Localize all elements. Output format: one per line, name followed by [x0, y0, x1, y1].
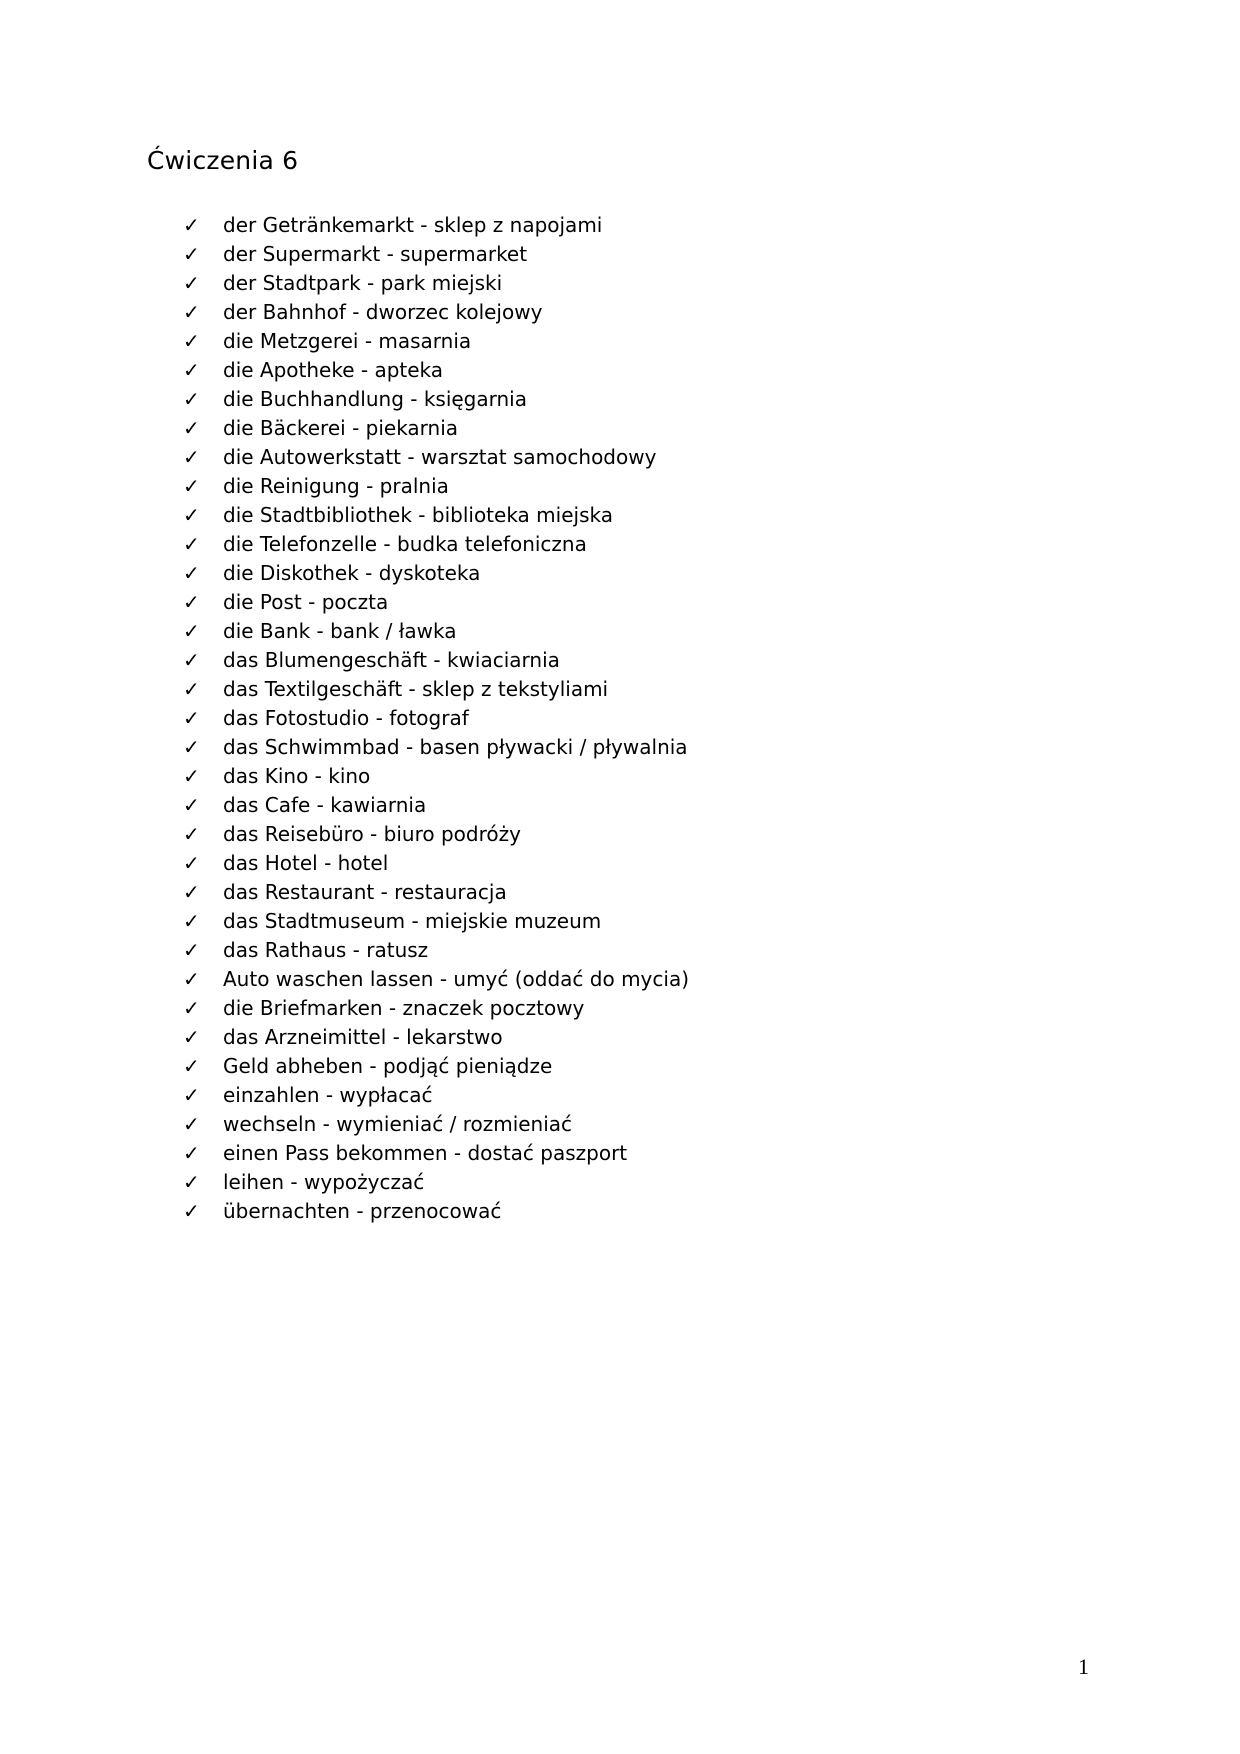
checkmark-icon: ✓ [183, 1170, 200, 1194]
list-item [183, 472, 689, 501]
checkmark-icon: ✓ [183, 561, 200, 585]
list-item [183, 878, 689, 907]
checkmark-icon: ✓ [183, 213, 200, 237]
list-item [183, 907, 689, 936]
list-item [183, 327, 689, 356]
list-item [183, 414, 689, 443]
vocabulary-entry: das Stadtmuseum - miejskie muzeum [223, 909, 602, 933]
list-item [183, 704, 689, 733]
vocabulary-entry: die Apotheke - apteka [223, 358, 444, 382]
list-item [183, 849, 689, 878]
list-item [183, 240, 689, 269]
vocabulary-entry: übernachten - przenocować [223, 1199, 502, 1223]
checkmark-icon: ✓ [183, 503, 200, 527]
checkmark-icon: ✓ [183, 590, 200, 614]
vocabulary-entry: die Post - poczta [223, 590, 389, 614]
vocabulary-entry: die Telefonzelle - budka telefoniczna [223, 532, 587, 556]
vocabulary-entry: einzahlen - wypłacać [223, 1083, 433, 1107]
vocabulary-entry: die Stadtbibliothek - biblioteka miejska [223, 503, 613, 527]
vocabulary-entry: das Cafe - kawiarnia [223, 793, 427, 817]
vocabulary-entry: die Reinigung - pralnia [223, 474, 449, 498]
checkmark-icon: ✓ [183, 242, 200, 266]
list-item [183, 1168, 689, 1197]
list-item [183, 936, 689, 965]
vocabulary-entry: Geld abheben - podjąć pieniądze [223, 1054, 553, 1078]
vocabulary-list [183, 211, 689, 1226]
checkmark-icon: ✓ [183, 706, 200, 730]
checkmark-icon: ✓ [183, 387, 200, 411]
vocabulary-entry: das Textilgeschäft - sklep z tekstyliami [223, 677, 609, 701]
list-item [183, 298, 689, 327]
vocabulary-entry: das Schwimmbad - basen pływacki / pływalnia [223, 735, 688, 759]
list-item [183, 820, 689, 849]
checkmark-icon: ✓ [183, 909, 200, 933]
list-item [183, 617, 689, 646]
list-item [183, 269, 689, 298]
list-item [183, 1052, 689, 1081]
checkmark-icon: ✓ [183, 880, 200, 904]
vocabulary-entry: das Rathaus - ratusz [223, 938, 429, 962]
checkmark-icon: ✓ [183, 1141, 200, 1165]
list-item [183, 443, 689, 472]
checkmark-icon: ✓ [183, 677, 200, 701]
list-item [183, 791, 689, 820]
page-title: Ćwiczenia 6 [147, 146, 299, 175]
vocabulary-entry: wechseln - wymieniać / rozmieniać [223, 1112, 573, 1136]
vocabulary-entry: die Briefmarken - znaczek pocztowy [223, 996, 585, 1020]
list-item [183, 762, 689, 791]
list-item [183, 1197, 689, 1226]
checkmark-icon: ✓ [183, 1199, 200, 1223]
vocabulary-entry: das Restaurant - restauracja [223, 880, 507, 904]
checkmark-icon: ✓ [183, 938, 200, 962]
vocabulary-entry: der Getränkemarkt - sklep z napojami [223, 213, 603, 237]
vocabulary-entry: das Kino - kino [223, 764, 371, 788]
vocabulary-entry: die Diskothek - dyskoteka [223, 561, 481, 585]
checkmark-icon: ✓ [183, 851, 200, 875]
checkmark-icon: ✓ [183, 1054, 200, 1078]
list-item [183, 994, 689, 1023]
list-item [183, 733, 689, 762]
list-item [183, 1081, 689, 1110]
list-item [183, 675, 689, 704]
checkmark-icon: ✓ [183, 996, 200, 1020]
list-item [183, 588, 689, 617]
checkmark-icon: ✓ [183, 474, 200, 498]
checkmark-icon: ✓ [183, 619, 200, 643]
list-item [183, 385, 689, 414]
checkmark-icon: ✓ [183, 967, 200, 991]
list-item [183, 559, 689, 588]
checkmark-icon: ✓ [183, 416, 200, 440]
list-item [183, 1023, 689, 1052]
checkmark-icon: ✓ [183, 271, 200, 295]
vocabulary-entry: die Buchhandlung - księgarnia [223, 387, 527, 411]
list-item [183, 211, 689, 240]
checkmark-icon: ✓ [183, 329, 200, 353]
vocabulary-entry: die Autowerkstatt - warsztat samochodowy [223, 445, 657, 469]
list-item [183, 965, 689, 994]
vocabulary-entry: die Bank - bank / ławka [223, 619, 457, 643]
vocabulary-entry: das Arzneimittel - lekarstwo [223, 1025, 503, 1049]
checkmark-icon: ✓ [183, 1112, 200, 1136]
checkmark-icon: ✓ [183, 1083, 200, 1107]
checkmark-icon: ✓ [183, 764, 200, 788]
checkmark-icon: ✓ [183, 300, 200, 324]
checkmark-icon: ✓ [183, 358, 200, 382]
vocabulary-entry: das Blumengeschäft - kwiaciarnia [223, 648, 560, 672]
checkmark-icon: ✓ [183, 445, 200, 469]
checkmark-icon: ✓ [183, 735, 200, 759]
vocabulary-entry: das Hotel - hotel [223, 851, 389, 875]
vocabulary-entry: das Reisebüro - biuro podróży [223, 822, 521, 846]
list-item [183, 501, 689, 530]
vocabulary-entry: die Metzgerei - masarnia [223, 329, 472, 353]
list-item [183, 356, 689, 385]
page-number: 1 [1078, 1654, 1089, 1679]
vocabulary-entry: das Fotostudio - fotograf [223, 706, 469, 730]
checkmark-icon: ✓ [183, 1025, 200, 1049]
vocabulary-entry: der Bahnhof - dworzec kolejowy [223, 300, 543, 324]
checkmark-icon: ✓ [183, 648, 200, 672]
vocabulary-entry: Auto waschen lassen - umyć (oddać do mycia) [223, 967, 690, 991]
vocabulary-entry: leihen - wypożyczać [223, 1170, 425, 1194]
list-item [183, 1139, 689, 1168]
vocabulary-entry: der Stadtpark - park miejski [223, 271, 503, 295]
list-item [183, 646, 689, 675]
list-item [183, 530, 689, 559]
vocabulary-entry: die Bäckerei - piekarnia [223, 416, 459, 440]
list-item [183, 1110, 689, 1139]
vocabulary-entry: der Supermarkt - supermarket [223, 242, 528, 266]
checkmark-icon: ✓ [183, 532, 200, 556]
checkmark-icon: ✓ [183, 822, 200, 846]
vocabulary-entry: einen Pass bekommen - dostać paszport [223, 1141, 628, 1165]
checkmark-icon: ✓ [183, 793, 200, 817]
